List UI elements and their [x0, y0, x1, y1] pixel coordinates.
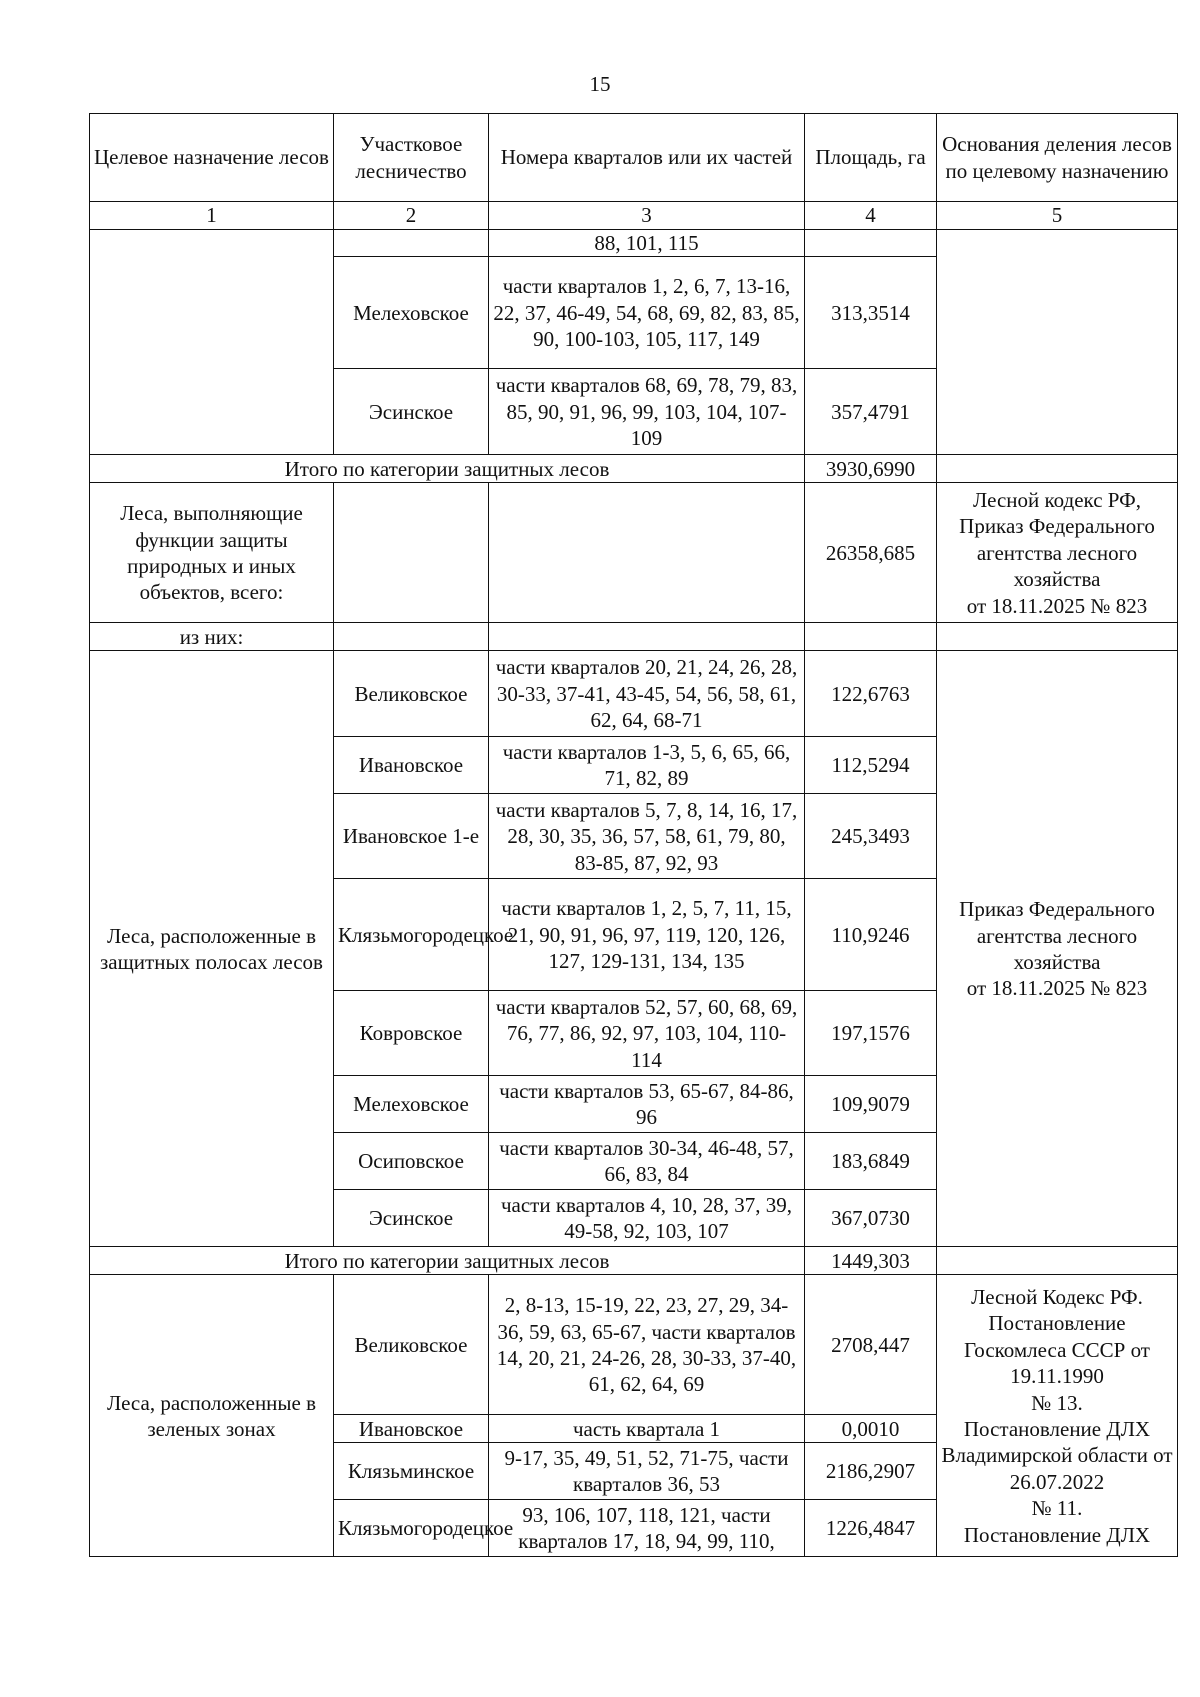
area-cell: 110,9246 — [805, 879, 937, 991]
total-area: 3930,6990 — [805, 455, 937, 483]
area-cell: 2186,2907 — [805, 1443, 937, 1500]
quarters-cell-empty — [489, 483, 805, 623]
purpose-cell: Леса, расположенные в защитных полосах лесов — [90, 651, 334, 1247]
area-cell-empty — [805, 623, 937, 651]
area-cell: 367,0730 — [805, 1190, 937, 1247]
quarters-cell-empty — [489, 623, 805, 651]
table-row — [90, 483, 1178, 623]
total-label: Итого по категории защитных лесов — [90, 455, 805, 483]
district-cell-empty — [334, 483, 489, 623]
of-which-label: из них: — [90, 623, 334, 651]
header-area: Площадь, га — [805, 114, 937, 202]
quarters-cell: 88, 101, 115 — [489, 230, 805, 257]
area-cell: 197,1576 — [805, 991, 937, 1076]
quarters-cell: части кварталов 4, 10, 28, 37, 39, 49-58, 92, 103, 107 — [489, 1190, 805, 1247]
area-cell: 1226,4847 — [805, 1500, 937, 1557]
column-number-row — [90, 202, 1178, 230]
area-cell: 122,6763 — [805, 651, 937, 737]
quarters-cell: части кварталов 52, 57, 60, 68, 69, 76, 77, 86, 92, 97, 103, 104, 110-114 — [489, 991, 805, 1076]
basis-cell-empty — [937, 623, 1178, 651]
quarters-cell: части кварталов 1, 2, 6, 7, 13-16, 22, 37, 46-49, 54, 68, 69, 82, 83, 85, 90, 100-103, 105, 117, 149 — [489, 257, 805, 369]
district-cell: Ивановское 1-е — [334, 794, 489, 879]
basis-cell: Приказ Федерального агентства лесного хозяйства от 18.11.2025 № 823 — [937, 651, 1178, 1247]
basis-cell-empty — [937, 455, 1178, 483]
district-cell: Ковровское — [334, 991, 489, 1076]
quarters-cell: 2, 8-13, 15-19, 22, 23, 27, 29, 34-36, 59, 63, 65-67, части кварталов 14, 20, 21, 24-26, 28, 30-33, 37-40, 61, 62, 64, 69 — [489, 1275, 805, 1415]
district-cell: Великовское — [334, 651, 489, 737]
column-number: 1 — [90, 202, 334, 230]
district-cell: Эсинское — [334, 369, 489, 455]
district-cell: Клязьмогородецкое — [334, 1500, 489, 1557]
district-cell: Клязьмогородецкое — [334, 879, 489, 991]
total-area: 1449,303 — [805, 1247, 937, 1275]
table-row — [90, 230, 1178, 257]
area-cell: 0,0010 — [805, 1415, 937, 1443]
quarters-cell: части кварталов 68, 69, 78, 79, 83, 85, 90, 91, 96, 99, 103, 104, 107-109 — [489, 369, 805, 455]
header-purpose: Целевое назначение лесов — [90, 114, 334, 202]
purpose-cell-empty — [90, 230, 334, 455]
forest-purpose-table — [89, 113, 1178, 1557]
district-cell: Мелеховское — [334, 1076, 489, 1133]
quarters-cell: части кварталов 53, 65-67, 84-86, 96 — [489, 1076, 805, 1133]
quarters-cell: части кварталов 1, 2, 5, 7, 11, 15, 21, 90, 91, 96, 97, 119, 120, 126, 127, 129-131, 134, 135 — [489, 879, 805, 991]
district-cell: Ивановское — [334, 1415, 489, 1443]
basis-cell: Лесной кодекс РФ, Приказ Федерального агентства лесного хозяйства от 18.11.2025 № 823 — [937, 483, 1178, 623]
column-number: 2 — [334, 202, 489, 230]
district-cell: Эсинское — [334, 1190, 489, 1247]
quarters-cell: 9-17, 35, 49, 51, 52, 71-75, части кварталов 36, 53 — [489, 1443, 805, 1500]
purpose-cell: Леса, выполняющие функции защиты природных и иных объектов, всего: — [90, 483, 334, 623]
district-cell: Осиповское — [334, 1133, 489, 1190]
total-label: Итого по категории защитных лесов — [90, 1247, 805, 1275]
header-row — [90, 114, 1178, 202]
area-cell — [805, 230, 937, 257]
column-number: 5 — [937, 202, 1178, 230]
area-cell: 245,3493 — [805, 794, 937, 879]
quarters-cell: части кварталов 1-3, 5, 6, 65, 66, 71, 82, 89 — [489, 737, 805, 794]
area-cell: 26358,685 — [805, 483, 937, 623]
total-row — [90, 1247, 1178, 1275]
area-cell: 112,5294 — [805, 737, 937, 794]
table-row — [90, 1275, 1178, 1415]
page-number: 15 — [589, 72, 611, 96]
quarters-cell: 93, 106, 107, 118, 121, части кварталов 17, 18, 94, 99, 110, — [489, 1500, 805, 1557]
district-cell — [334, 230, 489, 257]
area-cell: 313,3514 — [805, 257, 937, 369]
basis-cell-empty — [937, 1247, 1178, 1275]
district-cell-empty — [334, 623, 489, 651]
quarters-cell: части кварталов 5, 7, 8, 14, 16, 17, 28, 30, 35, 36, 57, 58, 61, 79, 80, 83-85, 87, 92, 93 — [489, 794, 805, 879]
district-cell: Ивановское — [334, 737, 489, 794]
table-row — [90, 623, 1178, 651]
column-number: 4 — [805, 202, 937, 230]
header-quarters: Номера кварталов или их частей — [489, 114, 805, 202]
basis-cell: Лесной Кодекс РФ. Постановление Госкомлеса СССР от 19.11.1990 № 13. Постановление ДЛХ Владимирской области от 26.07.2022 № 11. Постановление ДЛХ — [937, 1275, 1178, 1557]
quarters-cell: части кварталов 20, 21, 24, 26, 28, 30-33, 37-41, 43-45, 54, 56, 58, 61, 62, 64, 68-71 — [489, 651, 805, 737]
area-cell: 109,9079 — [805, 1076, 937, 1133]
basis-cell-empty — [937, 230, 1178, 455]
district-cell: Мелеховское — [334, 257, 489, 369]
quarters-cell: части кварталов 30-34, 46-48, 57, 66, 83, 84 — [489, 1133, 805, 1190]
column-number: 3 — [489, 202, 805, 230]
quarters-cell: часть квартала 1 — [489, 1415, 805, 1443]
header-basis: Основания деления лесов по целевому назначению — [937, 114, 1178, 202]
total-row — [90, 455, 1178, 483]
district-cell: Великовское — [334, 1275, 489, 1415]
purpose-cell: Леса, расположенные в зеленых зонах — [90, 1275, 334, 1557]
table-row — [90, 651, 1178, 737]
district-cell: Клязьминское — [334, 1443, 489, 1500]
header-district: Участковое лесничество — [334, 114, 489, 202]
area-cell: 183,6849 — [805, 1133, 937, 1190]
area-cell: 357,4791 — [805, 369, 937, 455]
area-cell: 2708,447 — [805, 1275, 937, 1415]
